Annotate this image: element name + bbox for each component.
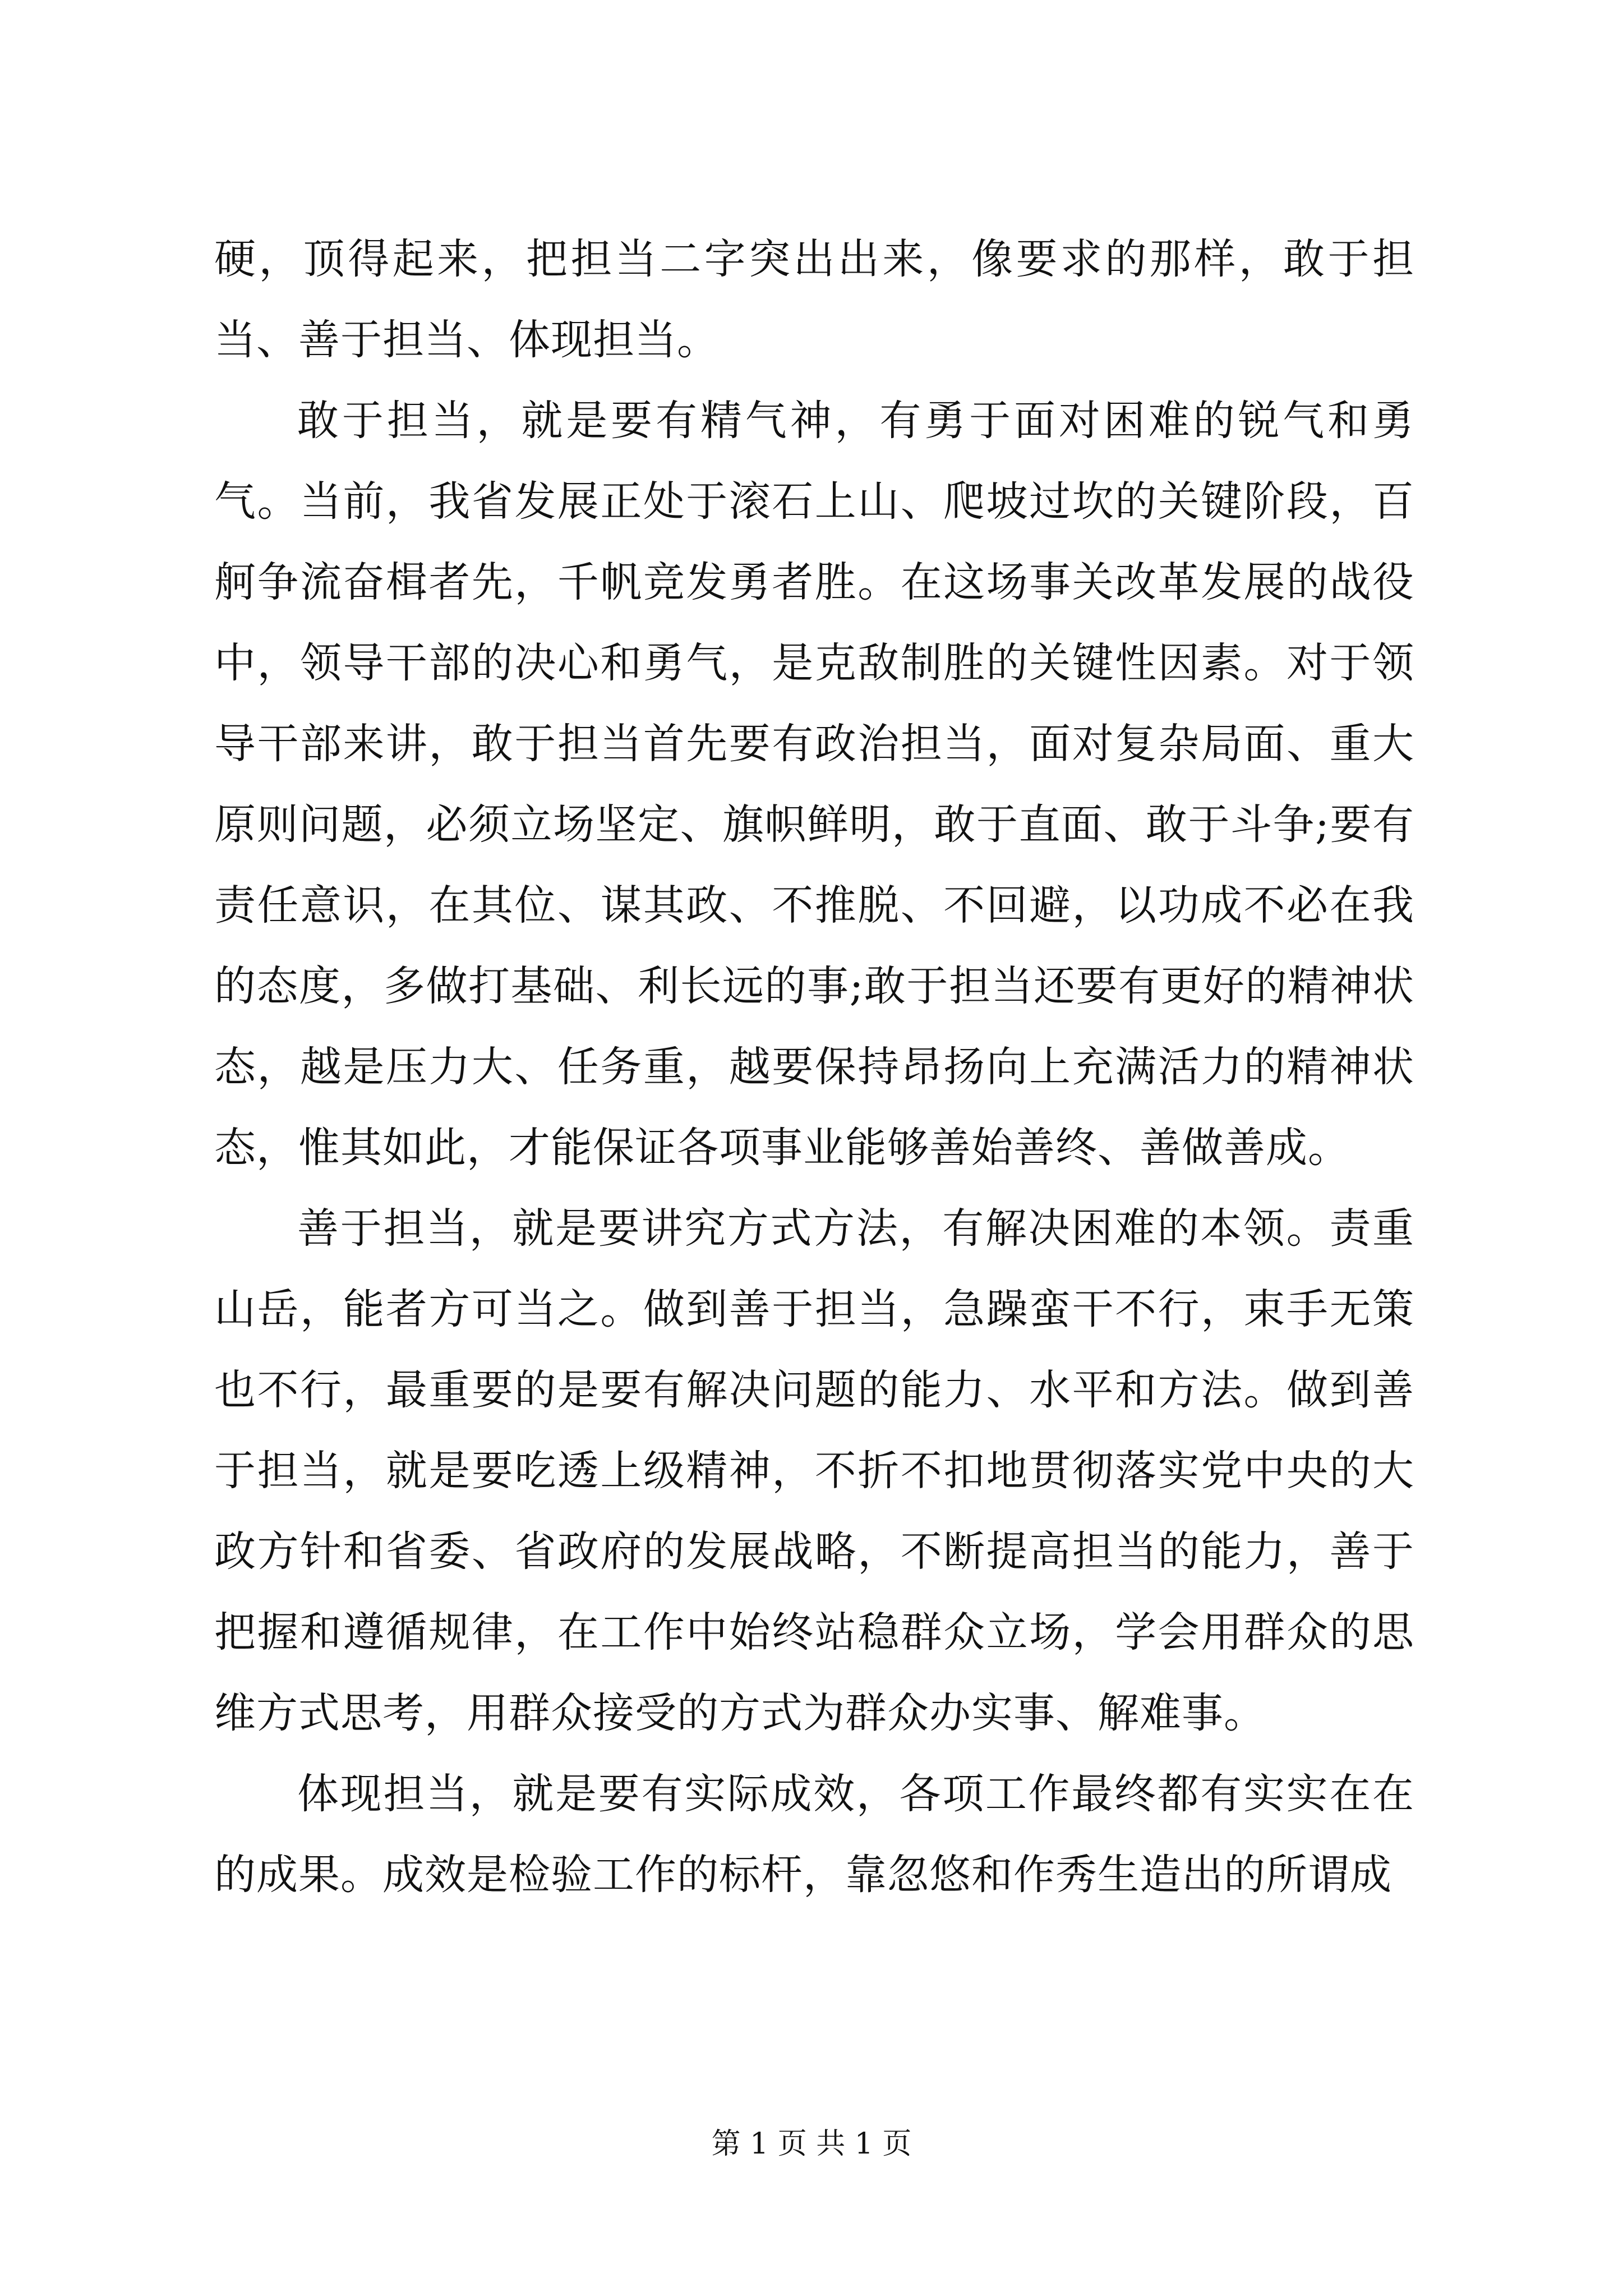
paragraph-continuation: 硬，顶得起来，把担当二字突出出来，像要求的那样，敢于担当、善于担当、体现担当。 [214,235,1414,364]
page-footer: 第 1 页 共 1 页 [711,2127,912,2161]
document-body [214,219,1414,1915]
paragraph-good-at-taking-responsibility: 善于担当，就是要讲究方式方法，有解决困难的本领。责重山岳，能者方可当之。做到善于担当，急躁蛮干不行，束手无策也不行，最重要的是要有解决问题的能力、水平和方法。做到善于担当，就是要吃透上级精神，不折不扣地贯彻落实党中央的大政方针和省委、省政府的发展战略，不断提高担当的能力，善于把握和遵循规律，在工作中始终站稳群众立场，学会用群众的思维方式思考，用群众接受的方式为群众办实事、解难事。 [214,1204,1414,1737]
paragraph-embodying-responsibility: 体现担当，就是要有实际成效，各项工作最终都有实实在在的成果。成效是检验工作的标杆，靠忽悠和作秀生造出的所谓成 [214,1770,1414,1899]
paragraph-daring-to-take-responsibility: 敢于担当，就是要有精气神，有勇于面对困难的锐气和勇气。当前，我省发展正处于滚石上山、爬坡过坎的关键阶段，百舸争流奋楫者先，千帆竞发勇者胜。在这场事关改革发展的战役中，领导干部的决心和勇气，是克敌制胜的关键性因素。对于领导干部来讲，敢于担当首先要有政治担当，面对复杂局面、重大原则问题，必须立场坚定、旗帜鲜明，敢于直面、敢于斗争;要有责任意识，在其位、谋其政、不推脱、不回避，以功成不必在我的态度，多做打基础、利长远的事;敢于担当还要有更好的精神状态，越是压力大、任务重，越要保持昂扬向上充满活力的精神状态，惟其如此，才能保证各项事业能够善始善终、善做善成。 [214,397,1414,1172]
